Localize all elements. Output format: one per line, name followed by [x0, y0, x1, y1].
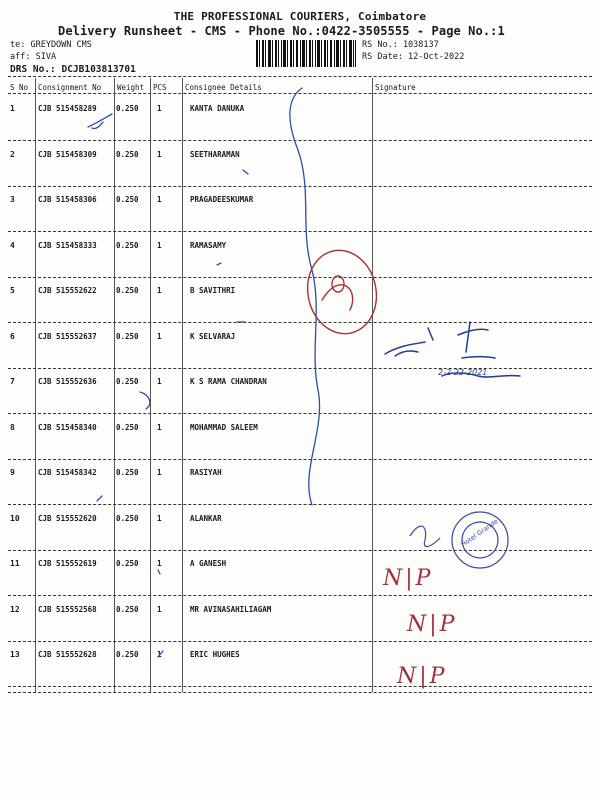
- row-weight: 0.250: [116, 150, 139, 159]
- col-header-weight: Weight: [117, 83, 145, 92]
- row-consignment-no: CJB 515552619: [38, 559, 97, 568]
- route-label: te: GREYDOWN CMS: [10, 40, 92, 50]
- ink-dash: [97, 496, 102, 501]
- row-divider: [8, 140, 592, 141]
- row-weight: 0.250: [116, 423, 139, 432]
- row-weight: 0.250: [116, 605, 139, 614]
- row-sno: 13: [10, 650, 20, 659]
- hotel-stamp-inner: [462, 522, 498, 558]
- ink-dash: [243, 170, 248, 174]
- row-consignee: SEETHARAMAN: [190, 150, 240, 159]
- hotel-stamp: [452, 512, 508, 568]
- row-weight: 0.250: [116, 332, 139, 341]
- row-sno: 12: [10, 605, 20, 614]
- nip-mark: N|P: [397, 664, 448, 689]
- row-consignment-no: CJB 515552636: [38, 377, 97, 386]
- row-divider: [8, 595, 592, 596]
- row-consignment-no: CJB 515458306: [38, 195, 97, 204]
- row-pcs: 1: [157, 332, 162, 341]
- drs-number: DRS No.: DCJB103813701: [10, 64, 136, 75]
- row-pcs: 1: [157, 104, 162, 113]
- col-divider: [372, 78, 373, 692]
- header-divider-bottom: [8, 93, 592, 94]
- ink-tick: [92, 122, 103, 129]
- row-pcs: 1: [157, 468, 162, 477]
- row-weight: 0.250: [116, 104, 139, 113]
- row-sno: 6: [10, 332, 15, 341]
- row-consignee: A GANESH: [190, 559, 227, 568]
- row-consignment-no: CJB 515552637: [38, 332, 97, 341]
- row-pcs: 1: [157, 286, 162, 295]
- row-consignment-no: CJB 515458309: [38, 150, 97, 159]
- row-sno: 10: [10, 514, 20, 523]
- row-sno: 5: [10, 286, 15, 295]
- row-pcs: 1: [157, 559, 162, 568]
- row-consignee: RAMASAMY: [190, 241, 227, 250]
- row-consignment-no: CJB 515552622: [38, 286, 97, 295]
- row-consignee: PRAGADEESKUMAR: [190, 195, 254, 204]
- ink-circle: [332, 276, 344, 292]
- row-consignee: ERIC HUGHES: [190, 650, 240, 659]
- row-pcs: 1: [157, 241, 162, 250]
- nip-mark: N|P: [383, 566, 434, 591]
- col-divider: [35, 78, 36, 692]
- ink-signature: [385, 342, 425, 356]
- ink-signature: [428, 322, 495, 358]
- row-consignment-no: CJB 515552568: [38, 605, 97, 614]
- row-consignee: ALANKAR: [190, 514, 222, 523]
- row-consignee: K S RAMA CHANDRAN: [190, 377, 267, 386]
- col-divider: [114, 78, 115, 692]
- row-pcs: 1: [157, 650, 162, 659]
- row-pcs: 1: [157, 605, 162, 614]
- row-consignee: MOHAMMAD SALEEM: [190, 423, 258, 432]
- row-weight: 0.250: [116, 377, 139, 386]
- row-consignee: K SELVARAJ: [190, 332, 236, 341]
- ink-curve: [140, 392, 150, 409]
- row-consignee: B SAVITHRI: [190, 286, 236, 295]
- header-divider-top: [8, 76, 592, 77]
- col-header-pcs: PCS: [153, 83, 167, 92]
- row-sno: 7: [10, 377, 15, 386]
- row-divider: [8, 641, 592, 642]
- nip-mark: N|P: [407, 612, 458, 637]
- row-weight: 0.250: [116, 650, 139, 659]
- col-header-sno: S No: [10, 83, 29, 92]
- row-pcs: 1: [157, 377, 162, 386]
- row-consignee: KANTA DANUKA: [190, 104, 245, 113]
- row-consignment-no: CJB 515552620: [38, 514, 97, 523]
- ink-long-stroke: [290, 88, 320, 505]
- row-sno: 9: [10, 468, 15, 477]
- row-weight: 0.250: [116, 468, 139, 477]
- row-divider: [8, 277, 592, 278]
- row-consignment-no: CJB 515458340: [38, 423, 97, 432]
- row-divider: [8, 459, 592, 460]
- row-consignment-no: CJB 515458342: [38, 468, 97, 477]
- ink-scribble: [322, 285, 353, 310]
- row-sno: 1: [10, 104, 15, 113]
- row-sno: 11: [10, 559, 20, 568]
- row-sno: 8: [10, 423, 15, 432]
- col-header-consignment: Consignment No: [38, 83, 102, 92]
- row-divider: [8, 550, 592, 551]
- ink-dash: [217, 263, 221, 265]
- company-title: THE PROFESSIONAL COURIERS, Coimbatore: [173, 10, 427, 23]
- stamp-signature: [410, 526, 440, 546]
- row-divider: [8, 413, 592, 414]
- row-divider: [8, 368, 592, 369]
- row-weight: 0.250: [116, 241, 139, 250]
- ink-tick: [88, 114, 112, 127]
- stamp-label: Hotel Grande: [459, 517, 500, 549]
- row-consignee: MR AVINASAHILIAGAM: [190, 605, 272, 614]
- row-weight: 0.250: [116, 559, 139, 568]
- row-sno: 2: [10, 150, 15, 159]
- row-pcs: 1: [157, 423, 162, 432]
- row-sno: 3: [10, 195, 15, 204]
- rs-date: RS Date: 12-Oct-2022: [362, 52, 465, 62]
- col-divider: [182, 78, 183, 692]
- col-divider: [150, 78, 151, 692]
- row-weight: 0.250: [116, 286, 139, 295]
- row-divider: [8, 231, 592, 232]
- row-pcs: 1: [157, 150, 162, 159]
- handwritten-note: 2-2-22-2021: [438, 368, 488, 377]
- row-consignment-no: CJB 515552628: [38, 650, 97, 659]
- row-consignment-no: CJB 515458333: [38, 241, 97, 250]
- rs-number: RS No.: 1038137: [362, 40, 439, 50]
- staff-label: aff: SIVA: [10, 52, 57, 62]
- row-weight: 0.250: [116, 514, 139, 523]
- table-end-divider: [8, 692, 592, 693]
- ink-dash: [158, 570, 160, 574]
- row-divider: [8, 504, 592, 505]
- barcode: [256, 40, 356, 67]
- row-divider: [8, 186, 592, 187]
- row-sno: 4: [10, 241, 15, 250]
- col-header-consignee: Consignee Details: [185, 83, 262, 92]
- row-divider: [8, 322, 592, 323]
- runsheet-subtitle: Delivery Runsheet - CMS - Phone No.:0422-3505555 - Page No.:1: [58, 24, 505, 38]
- row-pcs: 1: [157, 195, 162, 204]
- row-consignment-no: CJB 515458289: [38, 104, 97, 113]
- col-header-signature: Signature: [375, 83, 416, 92]
- row-pcs: 1: [157, 514, 162, 523]
- row-consignee: RASIYAH: [190, 468, 222, 477]
- row-weight: 0.250: [116, 195, 139, 204]
- row-divider: [8, 686, 592, 687]
